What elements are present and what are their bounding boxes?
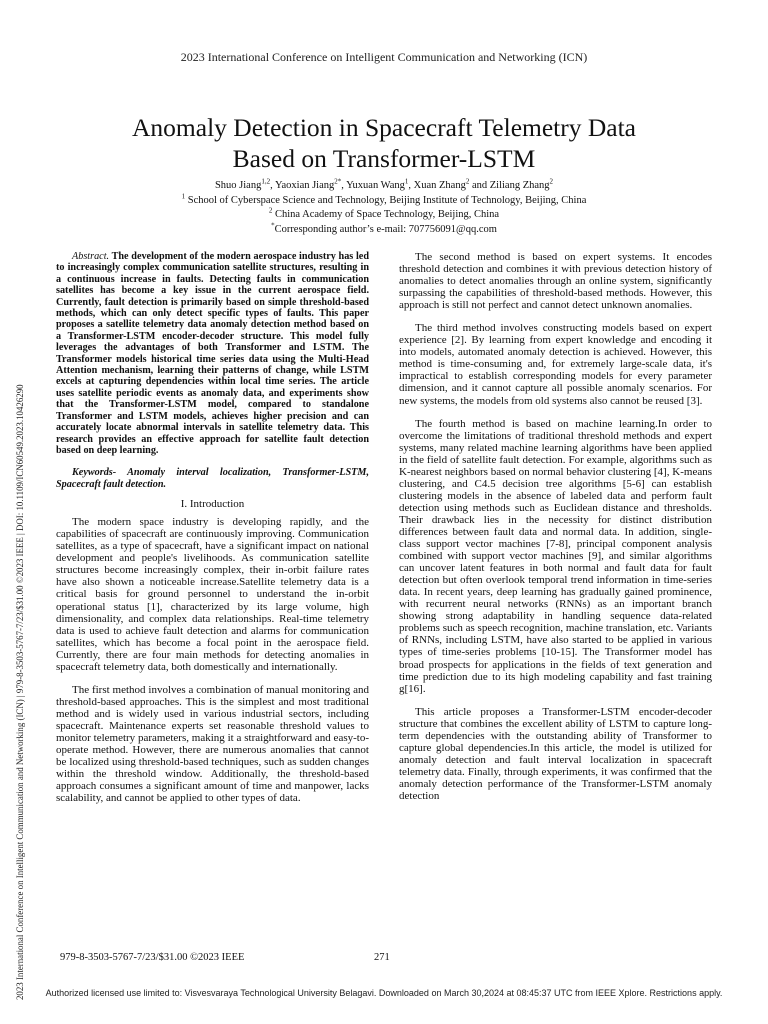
body-paragraph: The third method involves constructing models based on expert experience [2]. By learning from expert knowledge and encoding it into models, automated anomaly detection is achieved. However, this method is time-consuming and, for extremely large-scale data, it's impractical to establish corresponding models for every parameter dimension, and it cannot capture all possible anomaly scenarios. For new systems, the models from old systems also cannot be reused [3]. (399, 322, 712, 407)
email-text: Corresponding author’s e-mail: 707756091@qq.com (274, 223, 497, 235)
corresponding-email (60, 223, 708, 238)
paper-title-line-2: Based on Transformer-LSTM (232, 144, 536, 173)
affiliation-mark: 1 (181, 192, 186, 200)
corresponding-mark: * (271, 221, 275, 229)
body-paragraph: The modern space industry is developing rapidly, and the capabilities of spacecraft are continuously improving. Communication satellites, as a type of spacecraft, have a significant impact on national development and people's livelihoods. As communication satellite structures become increasingly complex, their in-orbit failure rates have also shown a noticeable increase.Satellite telemetry data is a critical basis for ground personnel to understand the in-orbit operational status [1], characterized by its large volume, high dimensionality, and complex data relationships. Real-time telemetry data is used to achieve fault detection and alarms for communication satellites, which has become a focal point in the aerospace field. Currently, there are four main methods for detecting anomalies in spacecraft telemetry data, both domestically and internationally. (56, 516, 369, 673)
affiliation-2 (60, 208, 708, 223)
doi-side-strip: 2023 International Conference on Intelligent Communication and Networking (ICN) | 979-8-3503-5767-7/23/$31.00 ©2023 IEEE | DOI: 10.1109/ICN60549.2023.10426290 (15, 384, 25, 1000)
body-paragraph: This article proposes a Transformer-LSTM encoder-decoder structure that combines the excellent ability of LSTM to capture long-term dependencies with the outstanding ability of Transformer to capture global dependencies.In this article, the model is utilized for anomaly detection and fault interval localization in spacecraft telemetry data. Finally, through experiments, it was confirmed that the anomaly detection performance of the Transformer-LSTM anomaly detection (399, 705, 712, 802)
affiliation-text: School of Cyberspace Science and Technology, Beijing Institute of Technology, Beijing, China (187, 194, 587, 206)
section-heading-introduction: I. Introduction (180, 498, 245, 511)
left-column (56, 251, 369, 815)
author-affiliation-mark: 2 (549, 177, 554, 186)
right-column (399, 251, 712, 813)
author-name: Yaoxian Jiang (274, 180, 335, 191)
page-number: 271 (374, 952, 390, 963)
paper-title (60, 112, 708, 174)
keywords: Keywords- Anomaly interval localization, Transformer-LSTM, Spacecraft fault detection. (56, 467, 369, 490)
abstract (56, 251, 369, 456)
affiliation-1 (60, 194, 708, 209)
abstract-label: Abstract. (72, 251, 110, 262)
body-paragraph: The second method is based on expert systems. It encodes threshold detection and combines it with previous detection history of anomalies to detect anomalies through an online system, significantly surpassing the capabilities of threshold-based methods. However, this approach is still not perfect and cannot detect unknown anomalies. (399, 251, 712, 312)
author-name: Xuan Zhang (413, 180, 466, 191)
license-notice: Authorized licensed use limited to: Visvesvaraya Technological University Belagavi. Downloaded on March 30,2024 at 08:45:37 UTC from IEEE Xplore. Restrictions apply. (45, 988, 723, 998)
author-name: Yuxuan Wang (346, 180, 405, 191)
author-block (60, 179, 708, 237)
author-list: Shuo Jiang$^{1,2}$, Yaoxian Jiang$^{2*}$, Yuxuan Wang$^1$, Xuan Zhang$^2$ and Ziliang Zhang$^2$ (214, 177, 554, 191)
body-paragraph: The first method involves a combination of manual monitoring and threshold-based approaches. This is the simplest and most traditional method and is widely used in various industrial sectors, including spacecraft. Maintenance experts set reasonable threshold values to monitor telemetry parameters, making it a straightforward and easy-to-operate method. However, there are numerous anomalies that cannot be localized using threshold-based techniques, such as sudden changes within the threshold window. Additionally, the threshold-based approach consumes a significant amount of time and manpower, lacks scalability, and cannot be applied to other types of data. (56, 683, 369, 805)
affiliation-mark: 2 (268, 206, 273, 215)
author-affiliation-mark: 1,2 (261, 177, 271, 186)
affiliation-text: China Academy of Space Technology, Beijing, China (275, 209, 500, 220)
author-affiliation-mark: 2* (334, 177, 342, 186)
body-paragraph: The fourth method is based on machine learning.In order to overcome the limitations of traditional threshold methods and expert systems, many related machine learning algorithms have been applied in the field of satellite fault detection. For example, algorithms such as K-nearest neighbors based on normal behavior clustering [4], K-means clustering, and C4.5 decision tree algorithms [5-6] can establish clustering models in the absence of labeled data and perform fault detection using methods such as Euclidean distance and thresholds. Their drawback lies in the necessity for distinct distribution differences between fault data and normal data. In addition, single-class support vector machines [7-8], principal component analysis combined with support vector machines [9], and similar algorithms can uncover latent features in both normal and fault data for fault detection but often overlook temporal trend information in time-series data. In recent years, deep learning has gradually gained prominence, with recurrent neural networks (RNNs) as an important branch showing strong adaptability in handling sequence data-related problems such as speech recognition, machine translation, etc. Variants of RNNs, including LSTM, have also started to be applied in various types of time-series problems [10-15]. The Transformer model has broad prospects for applications in the fields of text generation and time prediction due to its high modeling capability and fast training g[16]. (399, 417, 712, 695)
author-name: Ziliang Zhang (489, 180, 550, 191)
conference-header: 2023 International Conference on Intelligent Communication and Networking (ICN) (180, 50, 588, 64)
abstract-text: The development of the modern aerospace industry has led to increasingly complex communication satellite structures, resulting in a continuous increase in faults. Detecting faults in communication satellites has become a key issue in the current aerospace field. Currently, fault detection is primarily based on simple threshold-based methods, which can only detect specific types of faults. This paper proposes a satellite telemetry data anomaly detection method based on a Transformer-LSTM encoder-decoder structure. This model fully leverages the advantages of both Transformer and LSTM. The Transformer models historical time series data using the Multi-Head Attention mechanism, learning their patterns of change, while LSTM excels at capturing dependencies within local time series. The article uses satellite periodic events as anomaly data, and experiments show that the Transformer-LSTM model, compared to standalone Transformer and LSTM models, achieves higher precision and can accurately locate abnormal intervals in satellite telemetry data. This research provides an effective approach for satellite fault detection based on deep learning. (56, 251, 369, 456)
author-name: Shuo Jiang (214, 180, 262, 191)
footer-copyright: 979-8-3503-5767-7/23/$31.00 ©2023 IEEE (60, 952, 245, 963)
author-affiliation-mark: 1 (404, 177, 409, 186)
author-affiliation-mark: 2 (465, 177, 470, 186)
paper-title-line-1: Anomaly Detection in Spacecraft Telemetry Data (132, 113, 636, 142)
